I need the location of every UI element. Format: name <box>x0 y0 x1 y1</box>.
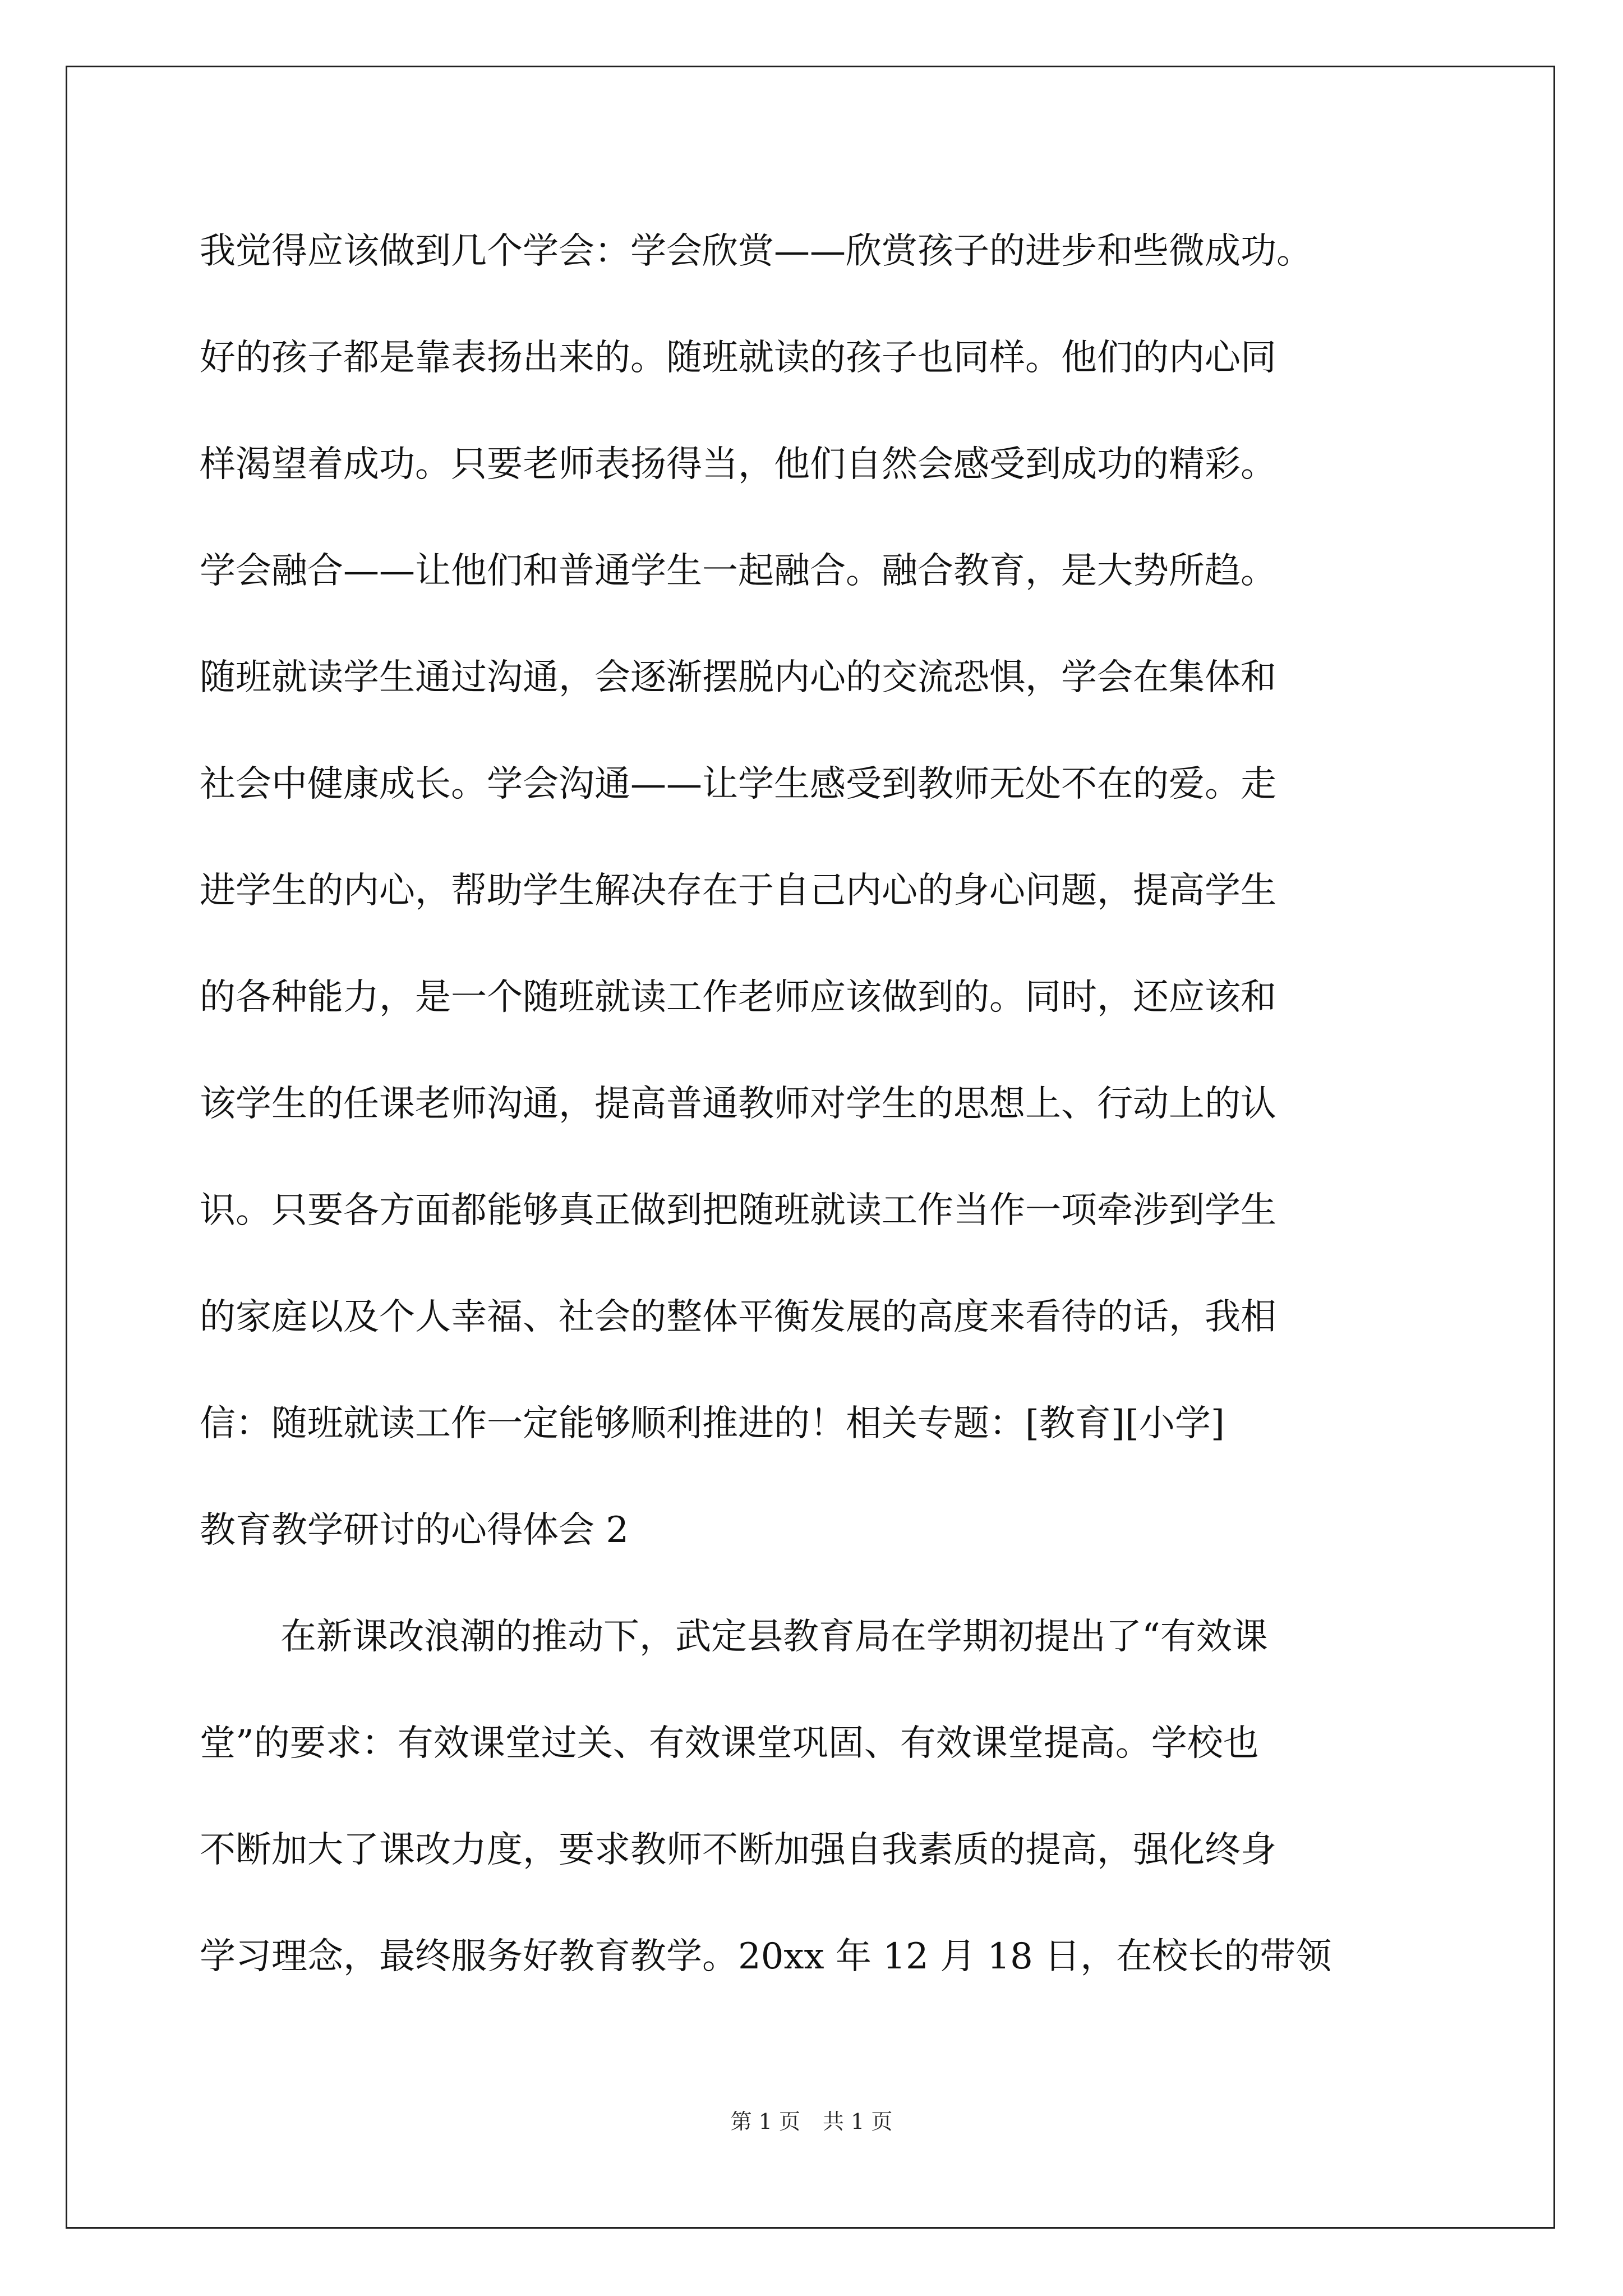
page-footer <box>0 2109 1623 2134</box>
text-line: 信：随班就读工作一定能够顺利推进的！相关专题：[教育][小学] <box>200 1403 1225 1444</box>
text-line: 学习理念，最终服务好教育教学。20xx 年 12 月 18 日，在校长的带领 <box>200 1936 1332 1977</box>
page-total: 共 1 页 <box>823 2109 893 2134</box>
text-line: 该学生的任课老师沟通，提高普通教师对学生的思想上、行动上的认 <box>200 1083 1276 1125</box>
text-line: 堂”的要求：有效课堂过关、有效课堂巩固、有效课堂提高。学校也 <box>200 1723 1259 1764</box>
text-line: 在新课改浪潮的推动下，武定县教育局在学期初提出了“有效课 <box>280 1616 1268 1658</box>
text-line: 不断加大了课改力度，要求教师不断加强自我素质的提高，强化终身 <box>200 1829 1276 1871</box>
text-line: 学会融合——让他们和普通学生一起融合。融合教育，是大势所趋。 <box>200 550 1276 592</box>
text-line: 好的孩子都是靠表扬出来的。随班就读的孩子也同样。他们的内心同 <box>200 337 1276 379</box>
page-number: 第 1 页 <box>730 2109 800 2134</box>
text-line: 随班就读学生通过沟通，会逐渐摆脱内心的交流恐惧，学会在集体和 <box>200 657 1276 698</box>
text-line: 样渴望着成功。只要老师表扬得当，他们自然会感受到成功的精彩。 <box>200 444 1276 485</box>
text-line: 的各种能力，是一个随班就读工作老师应该做到的。同时，还应该和 <box>200 977 1276 1018</box>
text-line: 我觉得应该做到几个学会：学会欣赏——欣赏孩子的进步和些微成功。 <box>200 231 1312 272</box>
page-border <box>66 66 1555 2229</box>
section-heading: 教育教学研讨的心得体会 2 <box>200 1510 629 1551</box>
text-line: 进学生的内心，帮助学生解决存在于自己内心的身心问题，提高学生 <box>200 870 1276 912</box>
text-line: 的家庭以及个人幸福、社会的整体平衡发展的高度来看待的话，我相 <box>200 1296 1276 1338</box>
text-line: 社会中健康成长。学会沟通——让学生感受到教师无处不在的爱。走 <box>200 763 1276 805</box>
text-line: 识。只要各方面都能够真正做到把随班就读工作当作一项牵涉到学生 <box>200 1190 1276 1231</box>
